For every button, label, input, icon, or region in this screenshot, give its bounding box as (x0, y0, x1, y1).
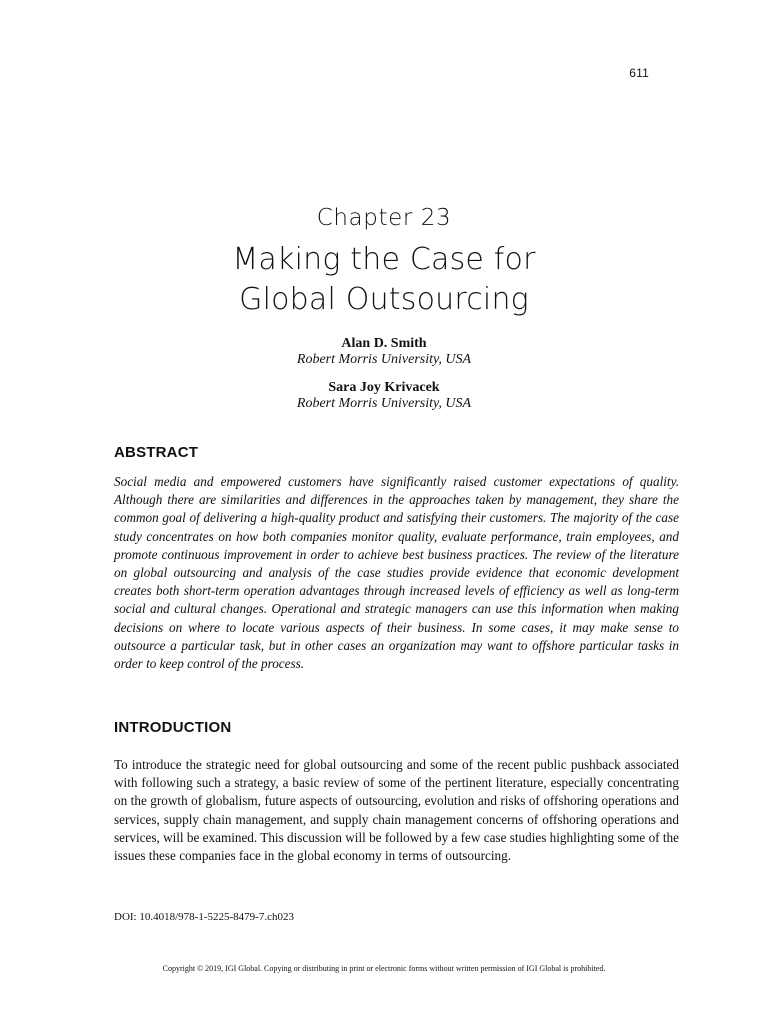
author-name: Alan D. Smith (341, 336, 427, 351)
abstract-heading: ABSTRACT (114, 444, 199, 461)
author-block (0, 380, 768, 412)
chapter-title (0, 240, 768, 320)
author-affiliation: Robert Morris University, USA (296, 396, 472, 411)
page-number: 611 (629, 66, 649, 80)
author-block (0, 336, 768, 368)
author-list (0, 336, 768, 424)
doi-text: DOI: 10.4018/978-1-5225-8479-7.ch023 (114, 911, 294, 923)
chapter-title-line-2: Global Outsourcing (239, 282, 529, 317)
chapter-label: Chapter 23 (316, 205, 452, 231)
abstract-text: Social media and empowered customers have significantly raised customer expectations of quality. Although there are similarities and differences in the approaches taken by management, they share the common goal of delivering a high-quality product and satisfying their customers. The majority of the case study concentrates on how both companies monitor quality, evaluate performance, train employees, and promote continuous improvement in order to achieve best business practices. The review of the literature on global outsourcing and analysis of the case studies provide evidence that economic development creates both short-term operation advantages through increased levels of efficiency as well as long-term social and cultural changes. Operational and strategic managers can use this information when making decisions on where to locate various aspects of their business. In some cases, it may make sense to outsource a particular task, but in other cases an organization may want to offshore particular tasks in order to keep control of the process. (114, 474, 679, 672)
copyright-notice: Copyright © 2019, IGI Global. Copying or distributing in print or electronic forms without written permission of IGI Global is prohibited. (162, 964, 606, 973)
introduction-heading: INTRODUCTION (114, 719, 232, 736)
introduction-text: To introduce the strategic need for global outsourcing and some of the recent public pushback associated with following such a strategy, a basic review of some of the pertinent literature, especially concentrating on the growth of globalism, future aspects of outsourcing, evolution and risks of offshoring operations and services, supply chain management, and supply chain management concerns of offshoring operations and services, will be examined. This discussion will be followed by a few case studies highlighting some of the issues these companies face in the global economy in terms of outsourcing. (114, 757, 679, 864)
author-affiliation: Robert Morris University, USA (296, 352, 472, 367)
author-name: Sara Joy Krivacek (328, 380, 440, 395)
chapter-title-line-1: Making the Case for (232, 242, 536, 277)
